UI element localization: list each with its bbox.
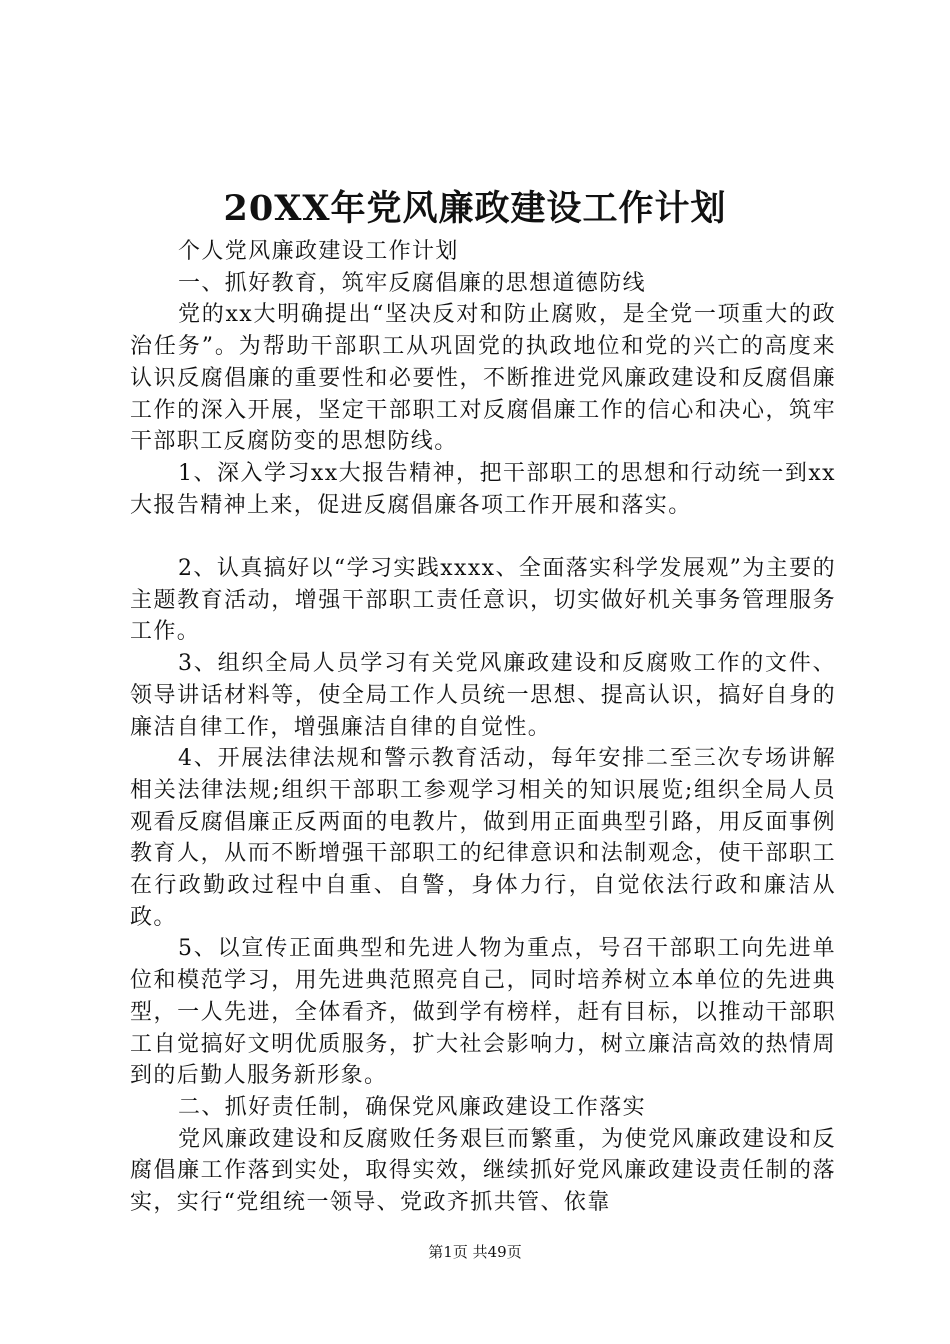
list-item-3: 3、组织全局人员学习有关党风廉政建设和反腐败工作的文件、领导讲话材料等，使全局工作人员统一思想、提高认识，搞好自身的廉洁自律工作，增强廉洁自律的自觉性。 — [130, 651, 836, 740]
document-title: 20XX年党风廉政建设工作计划 — [223, 188, 727, 229]
list-item-2: 2、认真搞好以“学习实践xxxx、全面落实科学发展观”为主要的主题教育活动，增强干部职工责任意识，切实做好机关事务管理服务工作。 — [130, 556, 836, 645]
document-body — [130, 236, 836, 1219]
page-footer: 第1页 共49页 — [428, 1243, 522, 1261]
section-heading-2: 二、抓好责任制，确保党风廉政建设工作落实 — [178, 1094, 647, 1120]
list-item-5: 5、以宣传正面典型和先进人物为重点，号召干部职工向先进单位和模范学习，用先进典范照亮自己，同时培养树立本单位的先进典型，一人先进，全体看齐，做到学有榜样，赶有目标，以推动干部职工自觉搞好文明优质服务，扩大社会影响力，树立廉洁高效的热情周到的后勤人服务新形象。 — [130, 936, 836, 1089]
list-item-4: 4、开展法律法规和警示教育活动，每年安排二至三次专场讲解相关法律法规;组织干部职工参观学习相关的知识展览;组织全局人员观看反腐倡廉正反两面的电教片，做到用正面典型引路，用反面事例教育人，从而不断增强干部职工的纪律意识和法制观念，使干部职工在行政勤政过程中自重、自警，身体力行，自觉依法行政和廉洁从政。 — [130, 746, 836, 930]
body-paragraph: 党风廉政建设和反腐败任务艰巨而繁重，为使党风廉政建设和反腐倡廉工作落到实处，取得实效，继续抓好党风廉政建设责任制的落实，实行“党组统一领导、党政齐抓共管、依靠 — [130, 1126, 836, 1216]
body-paragraph: 党的xx大明确提出“坚决反对和防止腐败，是全党一项重大的政治任务”。为帮助干部职工从巩固党的执政地位和党的兴亡的高度来认识反腐倡廉的重要性和必要性，不断推进党风廉政建设和反腐倡廉工作的深入开展，坚定干部职工对反腐倡廉工作的信心和决心，筑牢干部职工反腐防变的思想防线。 — [130, 302, 836, 455]
list-item-1: 1、深入学习xx大报告精神，把干部职工的思想和行动统一到xx大报告精神上来，促进反腐倡廉各项工作开展和落实。 — [130, 460, 836, 518]
subtitle-paragraph: 个人党风廉政建设工作计划 — [178, 239, 459, 264]
section-heading-1: 一、抓好教育，筑牢反腐倡廉的思想道德防线 — [178, 270, 647, 296]
